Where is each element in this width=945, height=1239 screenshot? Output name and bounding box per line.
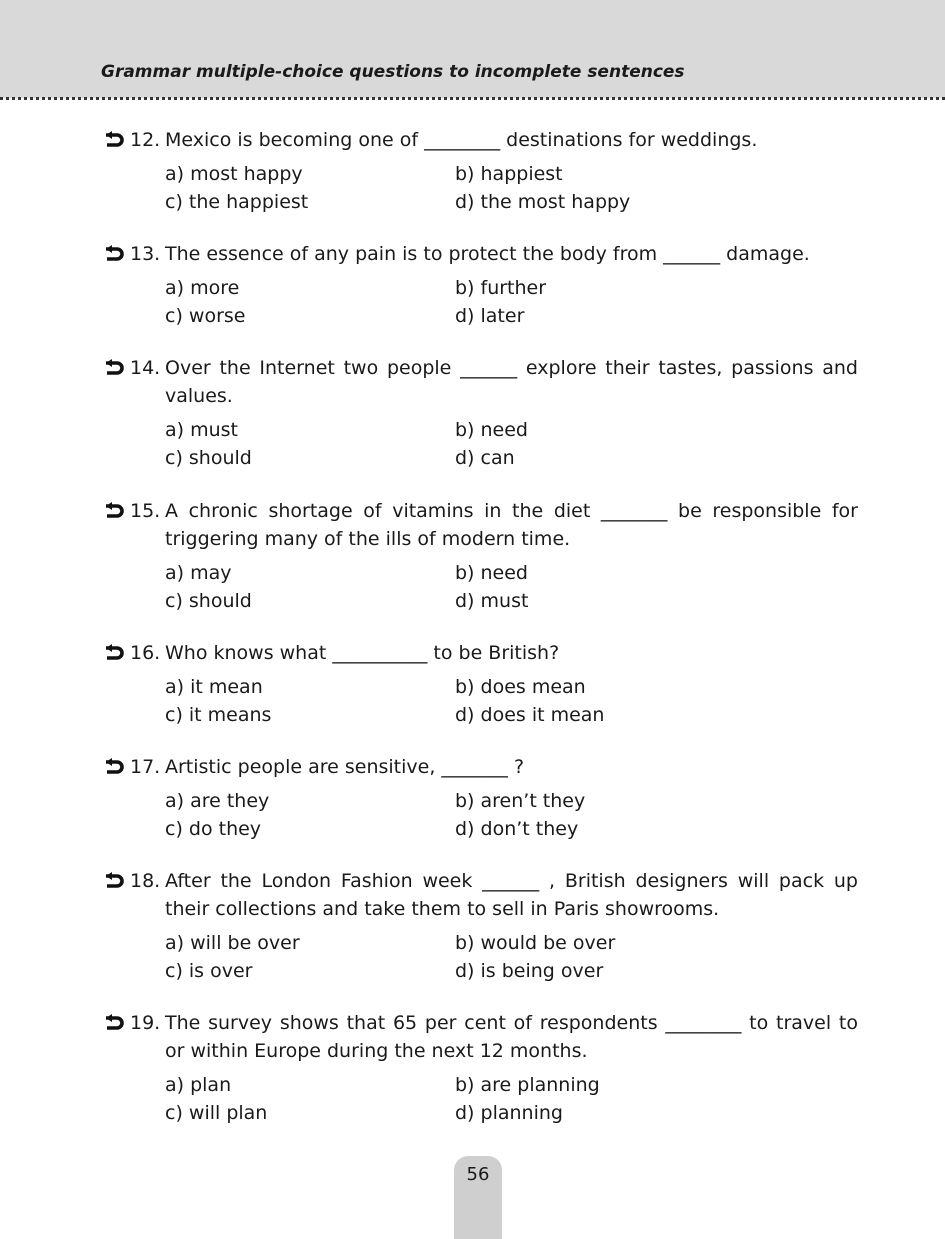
option-b[interactable]: b) would be over [455, 932, 616, 954]
option-b[interactable]: b) aren’t they [455, 790, 586, 812]
question-14 [103, 354, 858, 472]
question-text: Artistic people are sensitive, _______ ? [165, 756, 525, 778]
answer-options [103, 416, 858, 472]
page-number: 56 [466, 1164, 490, 1185]
option-d[interactable]: d) is being over [455, 960, 604, 982]
question-text: Who knows what __________ to be British? [165, 642, 560, 664]
answer-options [103, 1071, 858, 1127]
page-number-tab [454, 1156, 502, 1239]
question-stem-14 [103, 354, 858, 410]
option-a[interactable]: a) it mean [165, 676, 263, 698]
question-text: Over the Internet two people ______ explore their tastes, passions and values. [165, 357, 858, 407]
option-d[interactable]: d) planning [455, 1102, 563, 1124]
arrow-bullet-icon [103, 501, 125, 521]
option-c[interactable]: c) will plan [165, 1102, 268, 1124]
arrow-bullet-icon [103, 757, 125, 777]
question-number: 17. [130, 756, 161, 778]
arrow-bullet-icon [103, 130, 125, 150]
option-c[interactable]: c) the happiest [165, 191, 309, 213]
question-stem-19 [103, 1009, 858, 1065]
question-number: 18. [130, 870, 161, 892]
option-a[interactable]: a) plan [165, 1074, 232, 1096]
option-d[interactable]: d) does it mean [455, 704, 605, 726]
question-number: 12. [130, 129, 161, 151]
option-b[interactable]: b) happiest [455, 163, 563, 185]
question-stem-12 [103, 126, 858, 154]
question-text: A chronic shortage of vitamins in the diet _______ be responsible for triggering many of the ills of modern time. [165, 500, 858, 550]
answer-options [103, 160, 858, 216]
option-d[interactable]: d) can [455, 447, 515, 469]
question-number: 15. [130, 500, 161, 522]
question-stem-15 [103, 497, 858, 553]
option-b[interactable]: b) are planning [455, 1074, 600, 1096]
option-b[interactable]: b) need [455, 419, 528, 441]
answer-options [103, 559, 858, 615]
option-b[interactable]: b) does mean [455, 676, 586, 698]
question-text: The survey shows that 65 per cent of respondents ________ to travel to or within Europe during the next 12 months. [165, 1012, 858, 1062]
option-c[interactable]: c) should [165, 447, 252, 469]
option-d[interactable]: d) later [455, 305, 525, 327]
question-18 [103, 867, 858, 985]
answer-options [103, 787, 858, 843]
header-band [0, 0, 945, 98]
option-c[interactable]: c) is over [165, 960, 253, 982]
option-b[interactable]: b) need [455, 562, 528, 584]
question-17 [103, 753, 858, 843]
answer-options [103, 929, 858, 985]
arrow-bullet-icon [103, 871, 125, 891]
arrow-bullet-icon [103, 358, 125, 378]
question-12 [103, 126, 858, 216]
option-d[interactable]: d) the most happy [455, 191, 631, 213]
arrow-bullet-icon [103, 643, 125, 663]
question-text: The essence of any pain is to protect the body from ______ damage. [165, 243, 810, 265]
question-number: 19. [130, 1012, 161, 1034]
dotted-divider [0, 97, 945, 100]
question-number: 16. [130, 642, 161, 664]
question-number: 14. [130, 357, 161, 379]
option-a[interactable]: a) are they [165, 790, 270, 812]
option-a[interactable]: a) may [165, 562, 232, 584]
option-b[interactable]: b) further [455, 277, 547, 299]
section-title: Grammar multiple-choice questions to incomplete sentences [101, 62, 685, 82]
question-stem-13 [103, 240, 858, 268]
arrow-bullet-icon [103, 244, 125, 264]
question-text: Mexico is becoming one of ________ destinations for weddings. [165, 129, 758, 151]
question-13 [103, 240, 858, 330]
option-c[interactable]: c) do they [165, 818, 262, 840]
question-stem-18 [103, 867, 858, 923]
answer-options [103, 274, 858, 330]
question-stem-17 [103, 753, 858, 781]
option-a[interactable]: a) must [165, 419, 238, 441]
option-a[interactable]: a) most happy [165, 163, 303, 185]
option-c[interactable]: c) should [165, 590, 252, 612]
question-16 [103, 639, 858, 729]
question-text: After the London Fashion week ______ , British designers will pack up their collections and take them to sell in Paris showrooms. [165, 870, 858, 920]
arrow-bullet-icon [103, 1013, 125, 1033]
question-number: 13. [130, 243, 161, 265]
question-stem-16 [103, 639, 858, 667]
answer-options [103, 673, 858, 729]
question-15 [103, 497, 858, 615]
option-c[interactable]: c) it means [165, 704, 272, 726]
option-d[interactable]: d) must [455, 590, 529, 612]
option-a[interactable]: a) more [165, 277, 240, 299]
option-c[interactable]: c) worse [165, 305, 246, 327]
question-19 [103, 1009, 858, 1127]
option-d[interactable]: d) don’t they [455, 818, 579, 840]
option-a[interactable]: a) will be over [165, 932, 300, 954]
